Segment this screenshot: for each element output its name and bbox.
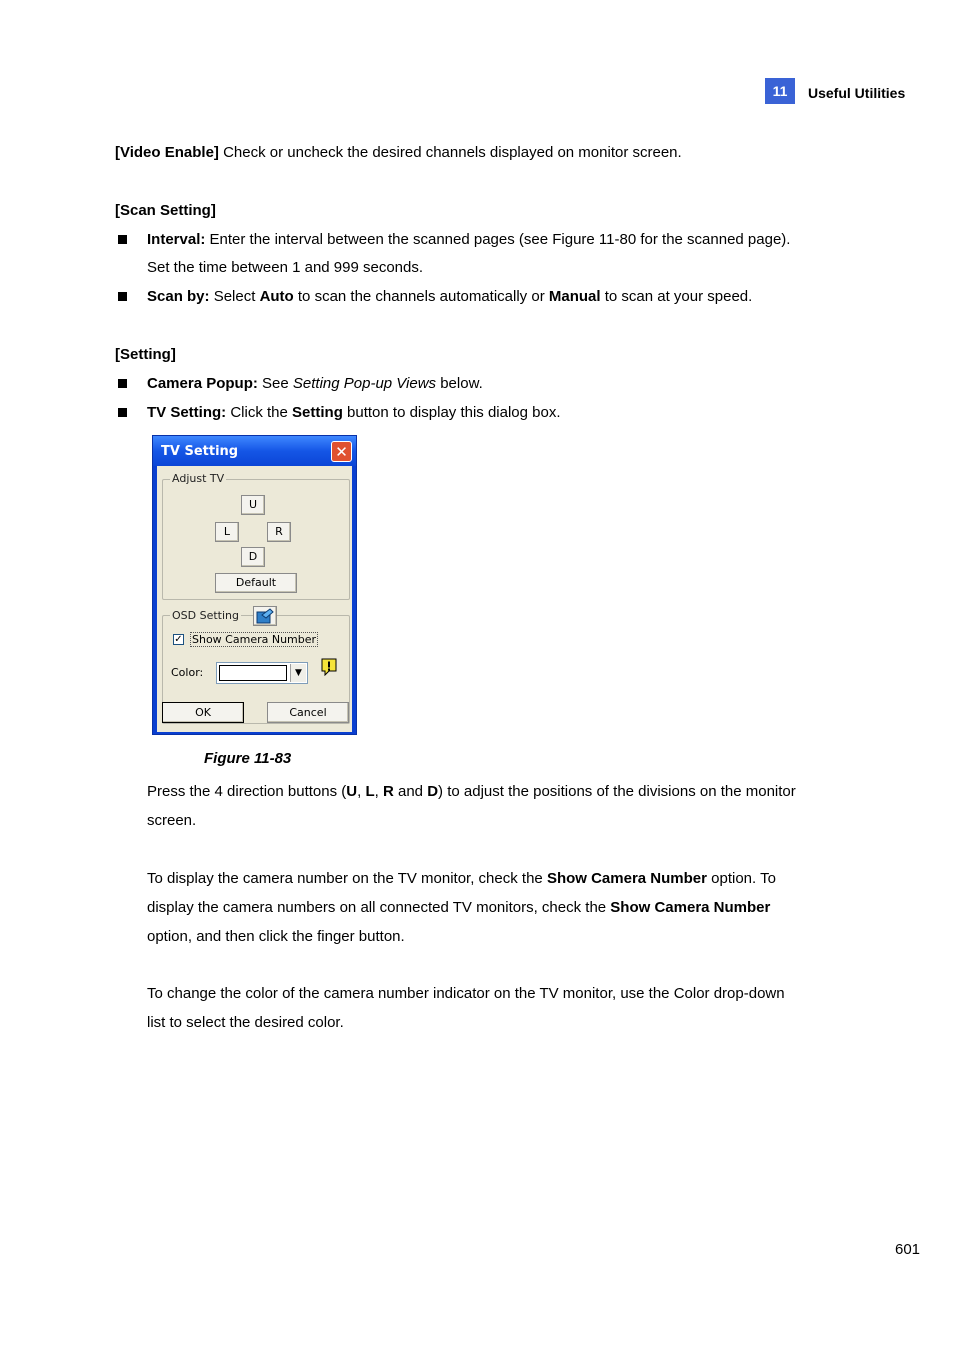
left-button[interactable]: L (215, 522, 239, 542)
direction-buttons-paragraph: Press the 4 direction buttons (U, L, R and D) to adjust the positions of the divisions on the monitor (147, 783, 796, 800)
interval-text: Enter the interval between the scanned pages (see Figure 11-80 for the scanned page). (205, 231, 791, 248)
color-paragraph-line2: list to select the desired color. (147, 1014, 344, 1031)
default-button[interactable]: Default (215, 573, 297, 593)
color-swatch (219, 665, 287, 681)
video-enable-paragraph (115, 144, 682, 162)
video-enable-label: [Video Enable] (115, 144, 219, 161)
bullet-icon (118, 235, 127, 244)
camera-popup-item: Camera Popup: See Setting Pop-up Views below. (147, 375, 483, 392)
show-camera-number-label[interactable]: Show Camera Number (192, 633, 317, 646)
ok-button[interactable]: OK (162, 702, 244, 723)
show-camera-number-checkbox[interactable]: ✓ (174, 634, 183, 645)
scan-by-item: Scan by: Select Auto to scan the channels automatically or Manual to scan at your speed. (147, 288, 753, 305)
interval-label: Interval: (147, 231, 206, 248)
show-camera-paragraph-line2: display the camera numbers on all connected TV monitors, check the Show Camera Number (147, 899, 771, 916)
exclamation-icon (320, 658, 338, 676)
down-button[interactable]: D (241, 547, 265, 567)
finger-button-icon (254, 607, 276, 625)
color-paragraph-line1: To change the color of the camera number indicator on the TV monitor, use the Color drop-down (147, 985, 785, 1002)
adjust-tv-label: Adjust TV (172, 472, 225, 485)
figure-caption: Figure 11-83 (204, 750, 292, 767)
cancel-button[interactable]: Cancel (267, 702, 349, 723)
interval-text-2: Set the time between 1 and 999 seconds. (147, 259, 424, 276)
osd-setting-label: OSD Setting (172, 609, 239, 622)
bullet-icon (118, 379, 127, 388)
right-button[interactable]: R (267, 522, 291, 542)
show-camera-paragraph-line1: To display the camera number on the TV monitor, check the Show Camera Number option. To (147, 870, 776, 887)
page-number: 601 (895, 1241, 921, 1258)
color-label: Color: (171, 666, 204, 679)
interval-item (147, 231, 790, 249)
bullet-icon (118, 292, 127, 301)
tv-setting-item: TV Setting: Click the Setting button to display this dialog box. (147, 404, 561, 421)
show-camera-paragraph-line3: option, and then click the finger button. (147, 928, 405, 945)
direction-buttons-paragraph-end: screen. (147, 812, 197, 829)
tv-setting-dialog (152, 435, 357, 735)
bullet-icon (118, 408, 127, 417)
up-button[interactable]: U (241, 495, 265, 515)
scan-setting-heading: [Scan Setting] (115, 202, 216, 219)
video-enable-text: Check or uncheck the desired channels displayed on monitor screen. (218, 144, 682, 161)
dialog-title: TV Setting (161, 444, 239, 459)
setting-heading: [Setting] (115, 346, 176, 363)
chapter-number-badge: 11 (765, 78, 795, 104)
dialog-titlebar (153, 436, 356, 466)
close-icon[interactable]: ✕ (331, 441, 352, 462)
chapter-title: Useful Utilities (808, 85, 906, 101)
chevron-down-icon[interactable]: ▼ (290, 664, 306, 682)
dialog-body (157, 466, 352, 732)
color-select[interactable] (216, 662, 308, 684)
finger-button[interactable] (253, 606, 277, 626)
